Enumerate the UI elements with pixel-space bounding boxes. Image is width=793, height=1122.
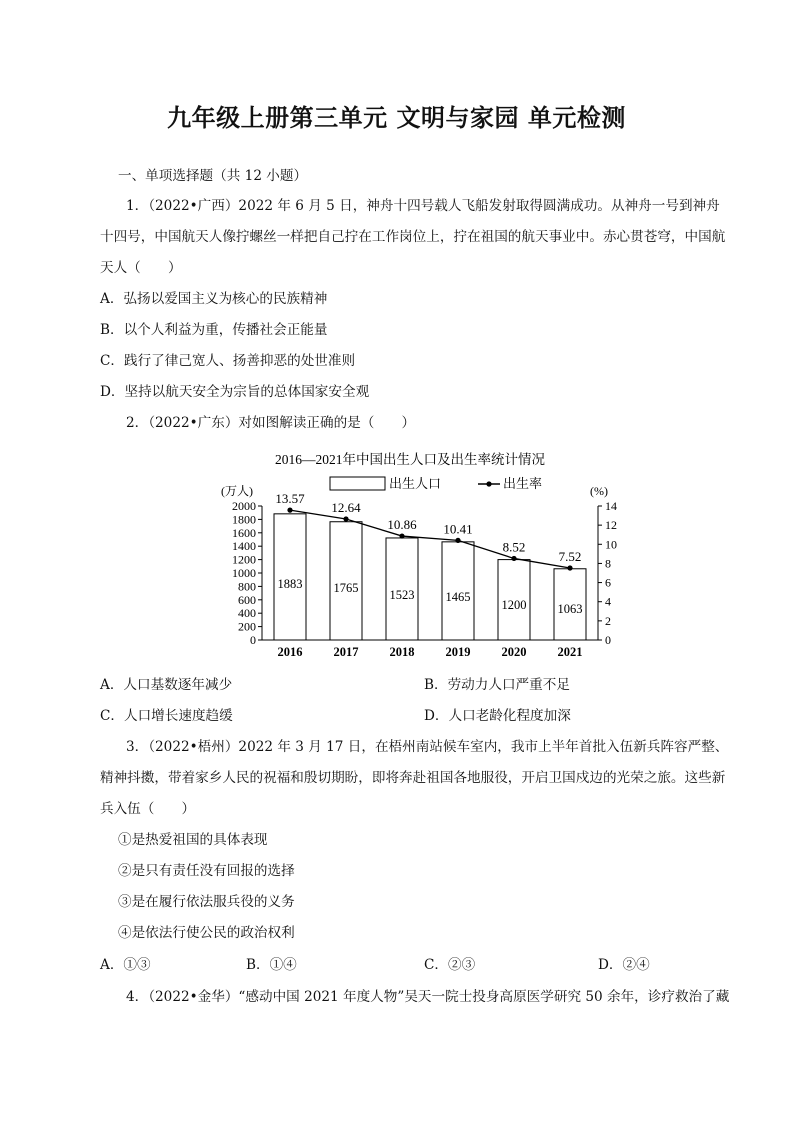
- right-tick-label: 0: [605, 633, 611, 647]
- right-tick-label: 10: [605, 537, 617, 552]
- q1-option-c[interactable]: C．践行了律己宽人、扬善抑恶的处世准则: [100, 353, 356, 369]
- q1-option-d[interactable]: D．坚持以航天安全为宗旨的总体国家安全观: [100, 384, 370, 400]
- q2-option-d[interactable]: D．人口老龄化程度加深: [424, 708, 571, 724]
- legend-line-marker: [486, 481, 491, 486]
- x-tick-label: 2019: [445, 645, 471, 659]
- rate-value-label: 12.64: [331, 500, 361, 516]
- left-tick-label: 1000: [232, 566, 256, 580]
- left-tick-label: 0: [250, 633, 256, 647]
- right-tick-label: 4: [605, 594, 611, 609]
- x-tick-label: 2016: [277, 645, 303, 659]
- right-tick-label: 12: [605, 518, 617, 533]
- q1-stem-line-1: 1．（2022•广西）2022 年 6 月 5 日，神舟十四号载人飞船发射取得圆满成功。从神舟一号到神舟: [126, 198, 720, 214]
- rate-point: [287, 508, 292, 513]
- legend-bar-label: 出生人口: [389, 476, 442, 491]
- rate-value-label: 13.57: [275, 491, 305, 507]
- left-tick-label: 2000: [232, 499, 256, 513]
- q1-option-b[interactable]: B．以个人利益为重，传播社会正能量: [100, 322, 328, 338]
- right-tick-label: 8: [605, 556, 611, 571]
- q3-item-4: ④是依法行使公民的政治权利: [118, 925, 295, 941]
- left-tick-label: 800: [238, 579, 256, 594]
- right-axis-unit: (%): [590, 484, 608, 498]
- q3-item-2: ②是只有责任没有回报的选择: [118, 863, 295, 879]
- rate-point: [399, 533, 404, 538]
- bar-value-label: 1200: [501, 597, 527, 612]
- q3-item-1: ①是热爱祖国的具体表现: [118, 832, 268, 848]
- rate-point: [567, 565, 572, 570]
- right-tick-label: 2: [605, 613, 611, 628]
- q3-stem-line-2: 精神抖擞，带着家乡人民的祝福和殷切期盼，即将奔赴祖国各地服役，开启卫国戍边的光荣之旅。这些新: [100, 770, 726, 786]
- bar-value-label: 1465: [445, 589, 471, 604]
- q3-item-3: ③是在履行依法服兵役的义务: [118, 894, 295, 910]
- bar-value-label: 1523: [389, 588, 415, 603]
- q3-option-a[interactable]: A．①③: [100, 957, 151, 973]
- left-tick-label: 200: [238, 619, 256, 634]
- rate-value-label: 7.52: [558, 549, 582, 565]
- page-title: 九年级上册第三单元 文明与家园 单元检测: [167, 103, 626, 132]
- legend-bar-swatch: [330, 477, 385, 490]
- q3-stem-line-1: 3．（2022•梧州）2022 年 3 月 17 日，在梧州南站候车室内，我市上半年首批入伍新兵阵容严整、: [126, 739, 729, 755]
- left-tick-label: 1400: [232, 539, 256, 554]
- left-axis-unit: (万人): [221, 484, 253, 498]
- q2-option-c[interactable]: C．人口增长速度趋缓: [100, 708, 233, 724]
- legend-line-label: 出生率: [503, 476, 543, 491]
- birth-population-chart: [210, 448, 630, 666]
- rate-value-label: 10.41: [443, 521, 473, 537]
- left-tick-label: 1200: [232, 552, 256, 567]
- chart-title: 2016—2021年中国出生人口及出生率统计情况: [275, 452, 545, 467]
- q1-stem-line-3: 天人（ ）: [100, 260, 182, 276]
- q2-option-b[interactable]: B．劳动力人口严重不足: [424, 677, 570, 693]
- rate-point: [511, 556, 516, 561]
- rate-value-label: 8.52: [502, 539, 526, 555]
- x-tick-label: 2020: [501, 645, 527, 659]
- q3-option-c[interactable]: C．②③: [424, 957, 476, 973]
- right-tick-label: 6: [605, 575, 611, 590]
- q3-option-b[interactable]: B．①④: [246, 957, 297, 973]
- x-tick-label: 2021: [557, 645, 583, 659]
- rate-point: [343, 516, 348, 521]
- x-tick-label: 2018: [389, 645, 415, 659]
- section-heading: 一、单项选择题（共 12 小题）: [118, 168, 308, 184]
- q1-stem-line-2: 十四号，中国航天人像拧螺丝一样把自己拧在工作岗位上，拧在祖国的航天事业中。赤心贯苍穹，中国航: [100, 229, 726, 245]
- q4-stem-line-1: 4．（2022•金华）“感动中国 2021 年度人物”吴天一院士投身高原医学研究 50 余年，诊疗救治了藏: [126, 989, 730, 1005]
- q2-stem: 2．（2022•广东）对如图解读正确的是（ ）: [126, 415, 416, 431]
- right-tick-label: 14: [605, 499, 617, 513]
- x-tick-label: 2017: [333, 645, 359, 659]
- bar-value-label: 1883: [277, 577, 303, 592]
- rate-value-label: 10.86: [387, 517, 417, 533]
- q1-option-a[interactable]: A．弘扬以爱国主义为核心的民族精神: [100, 291, 328, 307]
- left-tick-label: 600: [238, 592, 256, 607]
- left-tick-label: 1600: [232, 525, 256, 540]
- q3-stem-line-3: 兵入伍（ ）: [100, 801, 196, 817]
- chart-legend: [330, 476, 542, 491]
- left-tick-label: 400: [238, 606, 256, 621]
- left-tick-label: 1800: [232, 512, 256, 527]
- rate-point: [455, 538, 460, 543]
- bar-value-label: 1063: [557, 601, 583, 616]
- bar-value-label: 1765: [333, 580, 359, 595]
- q2-option-a[interactable]: A．人口基数逐年减少: [100, 677, 233, 693]
- q3-option-d[interactable]: D．②④: [598, 957, 650, 973]
